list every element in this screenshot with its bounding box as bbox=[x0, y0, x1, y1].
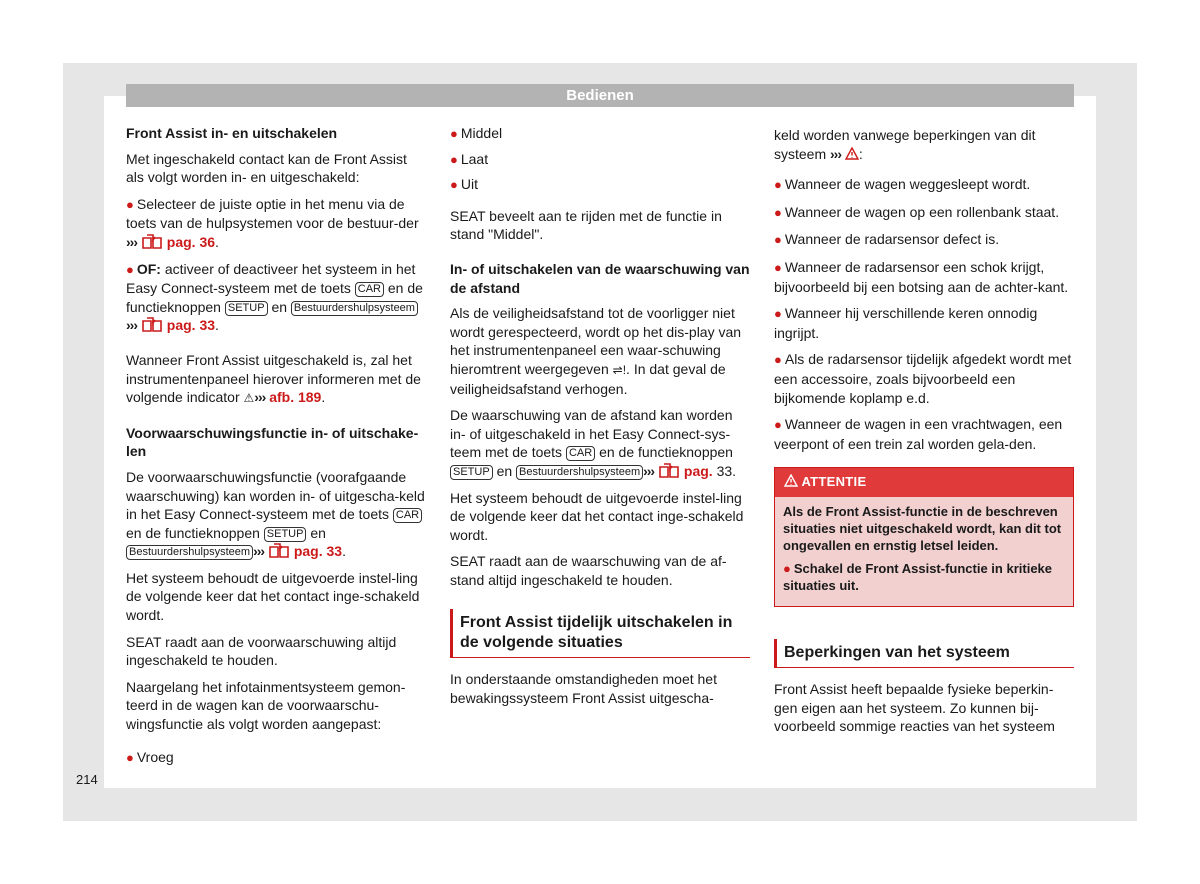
list-item: ● Wanneer de wagen op een rollenbank staat. bbox=[774, 203, 1060, 220]
book-reference-icon bbox=[658, 463, 680, 479]
setup-key: SETUP bbox=[225, 301, 268, 316]
list-item: ● Wanneer de wagen in een vrachtwagen, een veerpont of een trein zal worden gela-den. bbox=[774, 416, 1063, 452]
bullet-icon: ● bbox=[774, 417, 782, 433]
arrows-icon: ››› bbox=[253, 543, 265, 560]
warning-triangle-icon bbox=[784, 474, 798, 487]
section-title: Front Assist tijdelijk uitschakelen in de volgende situaties bbox=[450, 609, 750, 658]
bullet-icon: ● bbox=[450, 177, 458, 193]
section-heading: Voorwaarschuwingsfunctie in- of uitschake-len bbox=[126, 424, 419, 460]
front-assist-off-icon: ⚠ bbox=[243, 391, 255, 406]
paragraph: Als de veiligheidsafstand tot de voorligger niet wordt gerespecteerd, wordt op het dis-play van het instrumentenpaneel een waar-schuwing hieromtrent weergegeven ⇌!. In dat geval de veiligheidsafstand verhogen. bbox=[450, 305, 742, 397]
car-key: CAR bbox=[393, 508, 422, 523]
car-key: CAR bbox=[566, 446, 595, 461]
section-heading: Front Assist in- en uitschakelen bbox=[126, 125, 338, 141]
arrows-icon: ››› bbox=[126, 233, 137, 250]
page-reference[interactable]: pag. bbox=[683, 462, 713, 479]
book-reference-icon bbox=[141, 234, 163, 250]
list-item: ● Selecteer de juiste optie in het menu via de toets van de hulpsystemen voor de bestuur-der ››› pag. 36. bbox=[126, 195, 419, 250]
bullet-icon: ● bbox=[774, 177, 782, 193]
arrows-icon: ››› bbox=[126, 317, 137, 334]
arrows-icon: ››› bbox=[830, 145, 842, 162]
bullet-icon: ● bbox=[774, 259, 782, 275]
list-item: ● Middel bbox=[450, 125, 503, 141]
list-item: ● Wanneer de radarsensor defect is. bbox=[774, 231, 1000, 248]
column-2 bbox=[450, 124, 750, 716]
driver-assist-key: Bestuurdershulpsysteem bbox=[126, 545, 253, 560]
driver-assist-key: Bestuurdershulpsysteem bbox=[516, 465, 643, 480]
paragraph: Het systeem behoudt de uitgevoerde instel-ling de volgende keer dat het contact inge-schakeld wordt. bbox=[450, 489, 744, 543]
paragraph: Met ingeschakeld contact kan de Front Assist als volgt worden in- en uitgeschakeld: bbox=[126, 150, 407, 186]
paragraph: In onderstaande omstandigheden moet het bewakingssysteem Front Assist uitgescha- bbox=[450, 671, 717, 707]
list-item: ● Uit bbox=[450, 176, 478, 193]
figure-reference[interactable]: afb. 189 bbox=[269, 389, 322, 406]
attention-header: ATTENTIE bbox=[775, 468, 1073, 497]
paragraph: Het systeem behoudt de uitgevoerde instel-ling de volgende keer dat het contact inge-schakeld wordt. bbox=[126, 569, 420, 624]
bullet-icon: ● bbox=[774, 352, 782, 368]
attention-text: Als de Front Assist-functie in de beschreven situaties niet uitgeschakeld wordt, kan dit tot ongevallen en ernstig letsel leiden. bbox=[783, 503, 1062, 553]
attention-body bbox=[775, 497, 1073, 606]
bullet-icon: ● bbox=[774, 232, 782, 248]
setup-key: SETUP bbox=[450, 465, 493, 480]
list-item: ● Vroeg bbox=[126, 748, 174, 765]
list-item: ● Laat bbox=[450, 150, 489, 167]
paragraph: De waarschuwing van de afstand kan worden in- of uitgeschakeld in het Easy Connect-sys-teem met de toets CAR en de functieknoppen SETUP en Bestuurdershulpsysteem ››› pag. 33. bbox=[450, 407, 737, 479]
section-title: Beperkingen van het systeem bbox=[774, 639, 1074, 668]
bullet-icon: ● bbox=[783, 560, 791, 576]
driver-assist-key: Bestuurdershulpsysteem bbox=[291, 301, 418, 316]
attention-text: ● Schakel de Front Assist-functie in kritieke situaties uit. bbox=[783, 560, 1053, 593]
paragraph: SEAT raadt aan de waarschuwing van de af-stand altijd ingeschakeld te houden. bbox=[450, 553, 727, 588]
column-3 bbox=[774, 126, 1074, 744]
car-key: CAR bbox=[355, 282, 384, 297]
attention-box bbox=[774, 467, 1074, 607]
page-number: 214 bbox=[76, 772, 98, 787]
bullet-icon: ● bbox=[774, 204, 782, 220]
bullet-icon: ● bbox=[450, 151, 458, 167]
arrows-icon: ››› bbox=[254, 389, 266, 406]
bullet-icon: ● bbox=[126, 749, 134, 765]
list-item: ● Wanneer hij verschillende keren onnodig ingrijpt. bbox=[774, 305, 1038, 341]
arrows-icon: ››› bbox=[643, 462, 655, 479]
paragraph: Front Assist heeft bepaalde fysieke beperkin-gen eigen aan het systeem. Zo kunnen bij-voorbeeld sommige reacties van het systeem bbox=[774, 680, 1055, 735]
page-reference[interactable]: pag. 33 bbox=[293, 543, 343, 560]
distance-warning-icon: ⇌! bbox=[612, 362, 627, 377]
bullet-icon: ● bbox=[774, 306, 782, 322]
paragraph: SEAT beveelt aan te rijden met de functie in stand "Middel". bbox=[450, 207, 722, 243]
book-reference-icon bbox=[268, 543, 290, 559]
list-item: ● OF: activeer of deactiveer het systeem in het Easy Connect-systeem met de toets CAR en de functieknoppen SETUP en Bestuurdershulpsysteem››› pag. 33. bbox=[126, 260, 423, 334]
column-1 bbox=[126, 124, 426, 775]
list-item: ● Wanneer de wagen weggesleept wordt. bbox=[774, 176, 1031, 193]
paragraph: De voorwaarschuwingsfunctie (voorafgaande waarschuwing) kan worden in- of uitgescha-keld in het Easy Connect-systeem met de toets CAR en de functieknoppen SETUP en Bestuurdershulpsysteem ››› pag. 33. bbox=[126, 468, 425, 560]
paragraph: SEAT raadt aan de voorwaarschuwing altijd ingeschakeld te houden. bbox=[126, 633, 397, 669]
bullet-icon: ● bbox=[126, 196, 134, 212]
warning-triangle-icon bbox=[845, 147, 859, 160]
chapter-header: Bedienen bbox=[126, 84, 1074, 107]
setup-key: SETUP bbox=[264, 527, 307, 542]
section-heading: In- of uitschakelen van de waarschuwing van de afstand bbox=[450, 260, 750, 296]
page-reference[interactable]: pag. 36 bbox=[166, 233, 216, 250]
paragraph: Wanneer Front Assist uitgeschakeld is, zal het instrumentenpaneel hierover informeren met de volgende indicator ⚠››› afb. 189. bbox=[126, 351, 421, 406]
paragraph: Naargelang het infotainmentsysteem gemon-teerd in de wagen kan de voorwaarschu-wingsfunctie als volgt worden aangepast: bbox=[126, 678, 406, 733]
page-reference[interactable]: pag. 33 bbox=[166, 317, 216, 334]
book-reference-icon bbox=[141, 317, 163, 333]
list-item: ● Wanneer de radarsensor een schok krijgt, bijvoorbeeld bij een botsing aan de achter-kant. bbox=[774, 258, 1069, 295]
paragraph: keld worden vanwege beperkingen van dit systeem ››› : bbox=[774, 127, 1036, 162]
bullet-icon: ● bbox=[450, 126, 458, 141]
bullet-icon: ● bbox=[126, 261, 134, 277]
list-item: ● Als de radarsensor tijdelijk afgedekt wordt met een accessoire, zoals bijvoorbeeld een bijkomende koplamp e.d. bbox=[774, 351, 1072, 406]
